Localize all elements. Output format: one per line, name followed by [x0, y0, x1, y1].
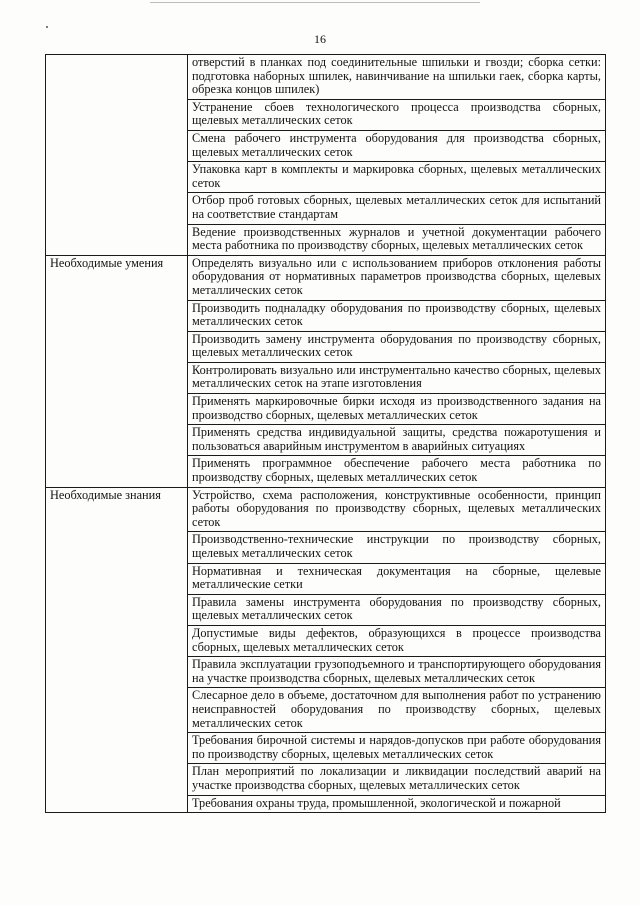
scan-top-line	[150, 2, 480, 3]
table-cell-item: Применять программное обеспечение рабочего места работника по производству сборных, щелевых металлических сеток	[188, 456, 606, 487]
table-cell-item: Контролировать визуально или инструментально качество сборных, щелевых металлических сеток на этапе изготовления	[188, 362, 606, 393]
scan-artifact-dot	[46, 26, 48, 28]
table-cell-item: Производить замену инструмента оборудования по производству сборных, щелевых металлических сеток	[188, 331, 606, 362]
table-cell-item: Правила эксплуатации грузоподъемного и транспортирующего оборудования на участке производства сборных, щелевых металлических сеток	[188, 657, 606, 688]
section-label: Необходимые знания	[46, 487, 188, 812]
section-label: Необходимые умения	[46, 255, 188, 487]
table-cell-item: Устранение сбоев технологического процесса производства сборных, щелевых металлических сеток	[188, 99, 606, 130]
competency-table	[45, 54, 606, 813]
table-cell-item: Применять маркировочные бирки исходя из производственного задания на производство сборных, щелевых металлических сеток	[188, 394, 606, 425]
table-cell-item: План мероприятий по локализации и ликвидации последствий аварий на участке производства сборных, щелевых металлических сеток	[188, 764, 606, 795]
table-row	[46, 55, 606, 100]
table-cell-item: Требования бирочной системы и нарядов-допусков при работе оборудования по производству сборных, щелевых металлических сеток	[188, 733, 606, 764]
table-cell-item: Допустимые виды дефектов, образующихся в процессе производства сборных, щелевых металлических сеток	[188, 625, 606, 656]
section-label	[46, 55, 188, 256]
table-cell-item: Устройство, схема расположения, конструктивные особенности, принцип работы оборудования по производству сборных, щелевых металлических сеток	[188, 487, 606, 532]
table-row	[46, 255, 606, 300]
table-cell-item: Производственно-технические инструкции по производству сборных, щелевых металлических сеток	[188, 532, 606, 563]
table-cell-item: Слесарное дело в объеме, достаточном для выполнения работ по устранению неисправностей оборудования по производству сборных, щелевых металлических сеток	[188, 688, 606, 733]
table-cell-item: Требования охраны труда, промышленной, экологической и пожарной	[188, 795, 606, 813]
table-cell-item: Определять визуально или с использованием приборов отклонения работы оборудования от нормативных параметров производства сборных, щелевых металлических сеток	[188, 255, 606, 300]
table-cell-item: Отбор проб готовых сборных, щелевых металлических сеток для испытаний на соответствие стандартам	[188, 193, 606, 224]
table-cell-item: Ведение производственных журналов и учетной документации рабочего места работника по производству сборных, щелевых металлических сеток	[188, 224, 606, 255]
table-row	[46, 487, 606, 532]
page-number: 16	[314, 32, 326, 46]
table-cell-item: Правила замены инструмента оборудования по производству сборных, щелевых металлических сеток	[188, 594, 606, 625]
table-cell-item: Производить подналадку оборудования по производству сборных, щелевых металлических сеток	[188, 300, 606, 331]
table-cell-item: Нормативная и техническая документация на сборные, щелевые металлические сетки	[188, 563, 606, 594]
table-cell-item: отверстий в планках под соединительные шпильки и гвозди; сборка сетки: подготовка наборных шпилек, навинчивание на шпильки гаек, сборка карты, обрезка концов шпилек)	[188, 55, 606, 100]
table-cell-item: Упаковка карт в комплекты и маркировка сборных, щелевых металлических сеток	[188, 162, 606, 193]
table-cell-item: Применять средства индивидуальной защиты, средства пожаротушения и пользоваться аварийным инструментом в аварийных ситуациях	[188, 425, 606, 456]
table-cell-item: Смена рабочего инструмента оборудования для производства сборных, щелевых металлических сеток	[188, 130, 606, 161]
competency-table-body	[46, 55, 606, 813]
